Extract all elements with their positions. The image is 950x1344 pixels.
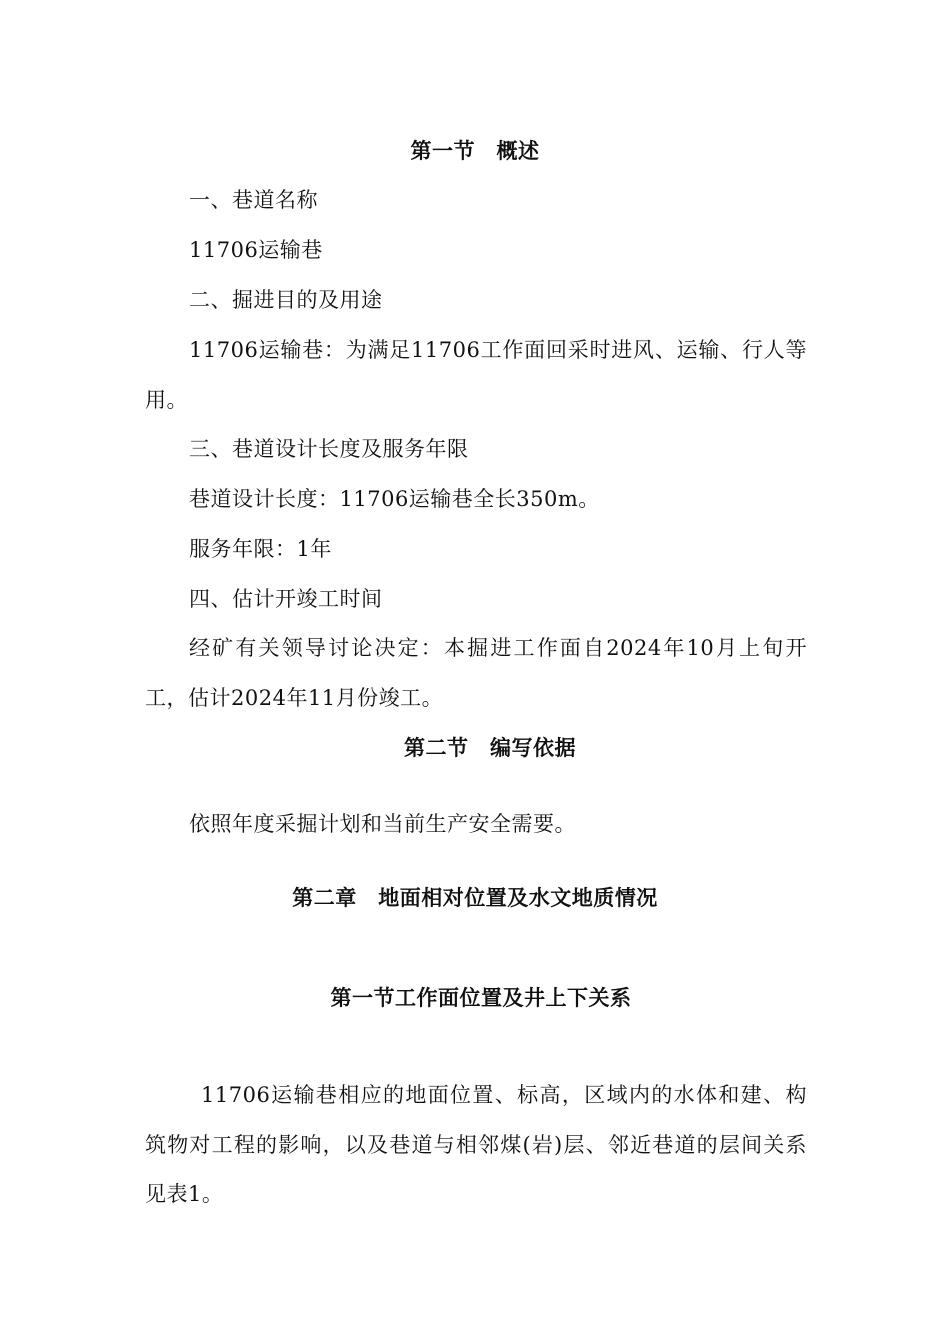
paragraph-roadway-name: 11706运输巷 <box>189 238 323 262</box>
paragraph-position: 11706运输巷相应的地面位置、标高，区域内的水体和建、构筑物对工程的影响，以及巷道与相邻煤(岩)层、邻近巷道的层间关系见表1。 <box>145 1083 807 1206</box>
section-title-overview: 第一节 概述 <box>410 138 540 163</box>
chapter-title: 第二章 地面相对位置及水文地质情况 <box>292 885 658 910</box>
section-title-basis: 第二节 编写依据 <box>404 735 576 760</box>
paragraph-purpose: 11706运输巷：为满足11706工作面回采时进风、运输、行人等用。 <box>145 338 807 412</box>
paragraph-design-length: 巷道设计长度：11706运输巷全长350m。 <box>189 487 600 511</box>
subheading-purpose: 二、掘进目的及用途 <box>189 288 383 312</box>
paragraph-basis: 依照年度采掘计划和当前生产安全需要。 <box>189 812 576 836</box>
subheading-schedule: 四、估计开竣工时间 <box>189 587 383 611</box>
subheading-length-service: 三、巷道设计长度及服务年限 <box>189 437 469 461</box>
section-title-position: 第一节工作面位置及井上下关系 <box>330 985 632 1010</box>
paragraph-schedule: 经矿有关领导讨论决定：本掘进工作面自2024年10月上旬开工，估计2024年11月份竣工。 <box>145 636 807 710</box>
subheading-roadway-name: 一、巷道名称 <box>189 188 318 212</box>
paragraph-service-life: 服务年限：1年 <box>189 537 332 561</box>
